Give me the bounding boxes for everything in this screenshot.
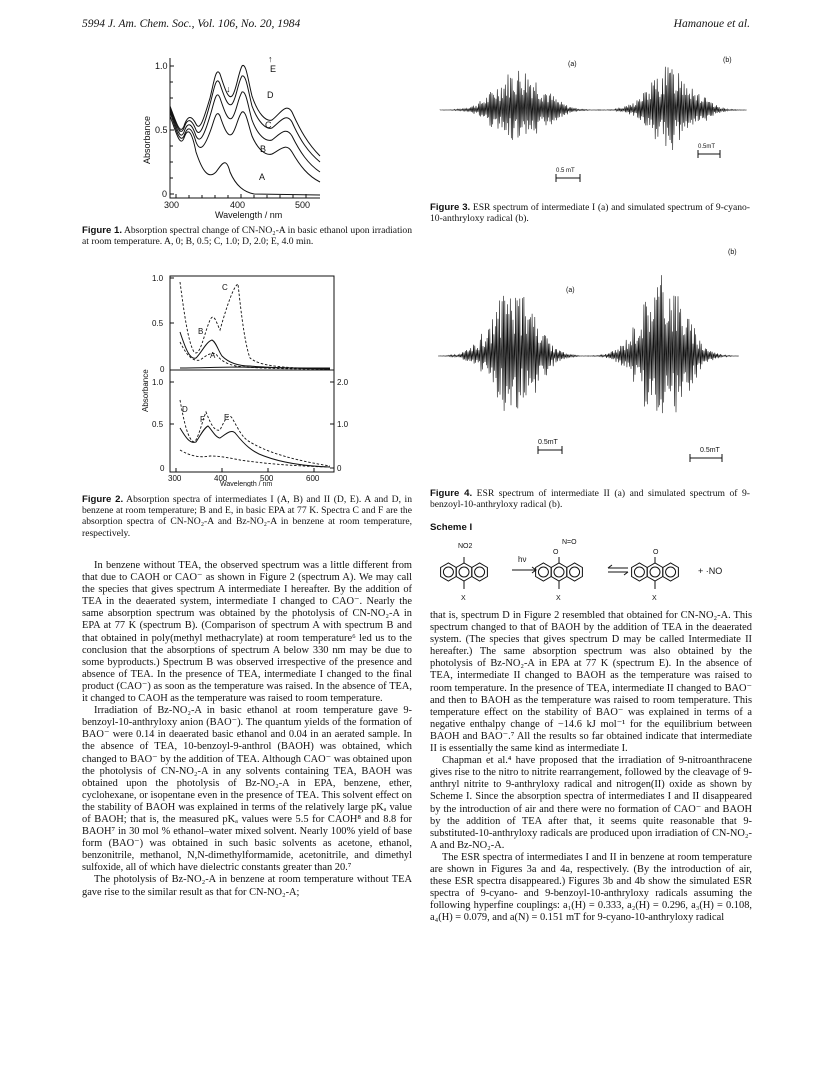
y-tick: 0 bbox=[160, 365, 165, 374]
figure-4-esr bbox=[428, 238, 750, 478]
substituent-x: X bbox=[556, 595, 561, 602]
left-column-body bbox=[82, 560, 412, 899]
nitrite-group: N=O bbox=[562, 539, 577, 546]
x-tick: 300 bbox=[164, 200, 180, 210]
caption-label: Figure 4. bbox=[430, 488, 473, 499]
curve-label-b: B bbox=[198, 327, 204, 336]
panel-label-a: (a) bbox=[566, 287, 575, 294]
y-tick: 1.0 bbox=[152, 378, 164, 387]
y-tick: 1.0 bbox=[155, 61, 168, 71]
panel-label-a: (a) bbox=[568, 61, 577, 68]
curve-label-d: D bbox=[182, 405, 188, 414]
y-tick: 0.5 bbox=[152, 420, 164, 429]
curve-label-e: E bbox=[224, 413, 230, 422]
y-tick: 0.5 bbox=[152, 319, 164, 328]
y-tick-right: 2.0 bbox=[337, 378, 349, 387]
curve-label-e: E bbox=[270, 64, 277, 74]
y-axis-label: Absorbance bbox=[142, 115, 152, 164]
scale-bar-label: 0.5mT bbox=[698, 144, 716, 150]
caption-text: Absorption spectral change of CN-NO₂-A in basic ethanol upon irradiation at room temperature. A, 0; B, 0.5; C, 1.0; D, 2.0; E, 4.0 min. bbox=[82, 225, 412, 248]
y-tick: 0 bbox=[160, 464, 165, 473]
figure-3-caption bbox=[430, 202, 750, 224]
paragraph: In benzene without TEA, the observed spectrum was a little different from that due to CAOH or CAO⁻ as shown in Figure 2 (spectrum A). We may call the species that gives spectrum A intermediate I hereafter. By the addition of TEA in the deaerated system, intermediate I changed to CAO⁻. Nearly the same absorption spectrum was obtained by the photolysis of CN-NO₂-A in EPA at 77 K (spectrum B). (Comparison of spectrum A with spectrum B and that obtained in poly(methyl methacrylate) at room temperature⁶ led us to the conclusion that the absorptions of spectrum A below 330 nm may be due to some byproducts.) Spectrum B was observed irrespective of the presence and absence of TEA. In the presence of TEA, intermediate I changed to the final product (CAO⁻) as soon as the temperature was raised. In the absence of TEA, it changed to CAOH as the temperature was raised to room temperature. bbox=[82, 560, 412, 705]
y-tick: 0 bbox=[162, 189, 168, 199]
x-tick: 300 bbox=[168, 474, 182, 483]
panel-label-b: (b) bbox=[723, 57, 732, 64]
curve-label-d: D bbox=[267, 90, 274, 100]
aromatic-ring bbox=[538, 567, 548, 577]
aromatic-ring bbox=[443, 567, 453, 577]
paragraph: Chapman et al.⁴ have proposed that the irradiation of 9-nitroanthracene gives rise to the nitro to nitrite rearrangement, followed by the cleavage of 9-anthryl nitrite to 9-anthryloxy radical and nitrogen(II) oxide as shown by Scheme I. Since the absorption spectra of intermediates I and II disappeared by the introduction of air and there were no formation of CAO⁻ and BAOH by the addition of TEA after that, it seems quite reasonable that 9-substituted-10-anthryloxy radicals are produced upon irradiation of CN-NO₂-A and Bz-NO₂-A. bbox=[430, 755, 752, 851]
paragraph: Irradiation of Bz-NO₂-A in basic ethanol at room temperature gave 9-benzoyl-10-anthryloxy anion (BAO⁻). The quantum yields of the formation of BAO⁻ were 0.14 in deaerated basic ethanol and 0.04 in an aerated sample. In the absence of TEA, 10-benzoyl-9-anthrol (BAOH) was obtained, which changed to BAO⁻ by the addition of TEA. Although CAO⁻ was obtained upon the photolysis of CN-NO₂-A in any solvents containing TEA, BAOH was obtained upon the photolysis of Bz-NO₂-A in EPA, benzene, ether, cyclohexane, or isopentane even in the presence of TEA. This solvent effect on the stability of BAOH was explained in terms of the relatively large pKₐ value of BAOH; that is, the measured pKₐ values were 5.5 for CAOH⁸ and 8.8 for BAOH⁷ in 30 mol % ethanol–water mixed solvent. Nearly 100% yield of base form (BAO⁻) was obtained in such basic solvents as acetone, ethanol, benzonitrile, methanol, N,N-dimethylformamide, acetonitrile, and dimethyl sulfoxide, all of which have dielectric constants greater than 20.⁷ bbox=[82, 705, 412, 874]
aromatic-ring bbox=[475, 567, 485, 577]
figure-1-caption bbox=[82, 225, 412, 247]
page-header bbox=[82, 18, 750, 36]
hv-label: hν bbox=[518, 555, 527, 564]
y-tick: 0.5 bbox=[155, 125, 168, 135]
substituent-x: X bbox=[652, 595, 657, 602]
scale-bar-label: 0.5mT bbox=[538, 439, 558, 446]
figure-2-plot bbox=[140, 272, 352, 487]
nitro-group: NO2 bbox=[458, 543, 473, 550]
aromatic-ring bbox=[570, 567, 580, 577]
caption-label: Figure 1. bbox=[82, 225, 123, 236]
curve-label-a: A bbox=[259, 172, 266, 182]
aromatic-ring bbox=[634, 567, 644, 577]
oxy-radical: O bbox=[653, 549, 659, 556]
aromatic-ring bbox=[666, 567, 676, 577]
caption-label: Figure 3. bbox=[430, 202, 471, 213]
aromatic-ring bbox=[650, 567, 660, 577]
aromatic-ring bbox=[554, 567, 564, 577]
figure-4-caption bbox=[430, 488, 750, 510]
curve-label-a: A bbox=[210, 351, 216, 360]
curve-label-b: B bbox=[260, 144, 267, 154]
scheme-title: Scheme I bbox=[430, 522, 473, 533]
curve-label-f: F bbox=[200, 415, 205, 424]
no-radical: + ·NO bbox=[698, 566, 723, 576]
paragraph: The ESR spectra of intermediates I and II in benzene at room temperature are shown in Figures 3a and 4a, respectively. (By the introduction of air, these ESR spectra disappeared.) Figures 3b and 4b show the simulated ESR spectra of 9-cyano- and 9-benzoyl-10-anthryloxy radicals assuming the following hyperfine couplings: a₁(H) = 0.333, a₂(H) = 0.296, a₃(H) = 0.108, a₄(H) = 0.079, and a(N) = 0.151 mT for 9-cyano-10-anthryloxy radical bbox=[430, 851, 752, 924]
running-author: Hamanoue et al. bbox=[673, 18, 750, 30]
svg-text:↓: ↓ bbox=[226, 84, 231, 94]
caption-text: Absorption spectra of intermediates I (A, B) and II (D, E). A and D, in benzene at room temperature; B and E, in basic EPA at 77 K. Spectra C and F are the absorption spectra of CN-NO₂-A and Bz-NO₂-A in benzene at room temperature, respectively. bbox=[82, 494, 412, 539]
caption-text: ESR spectrum of intermediate II (a) and simulated spectrum of 9-benzoyl-10-anthryloxy radical (b). bbox=[430, 488, 750, 511]
aromatic-ring bbox=[459, 567, 469, 577]
y-tick-right: 0 bbox=[337, 464, 342, 473]
nitrite-oxygen: O bbox=[553, 549, 559, 556]
figure-1-plot bbox=[140, 52, 340, 220]
paragraph: that is, spectrum D in Figure 2 resembled that obtained for CN-NO₂-A. This spectrum changed to that of BAOH by the addition of TEA in the deaerated system. (The species that gives spectrum D may be called Intermediate II hereafter.) The same absorption spectrum was also obtained by the photolysis of Bz-NO₂-A in EPA at 77 K (spectrum E). In the absence of TEA, intermediate II changed to BAOH as the temperature was raised to room temperature. In the presence of TEA, intermediate II changed to BAO⁻ and then to BAOH as the temperature was raised to room temperature. This temperature effect on the stability of BAO⁻ was explained in terms of a negative enthalpy change of −14.6 kJ mol⁻¹ for the equilibrium between BAOH and BAO⁻.⁷ All the results so far obtained indicate that intermediate II is essentially the same kind as intermediate I. bbox=[430, 610, 752, 755]
y-tick: 1.0 bbox=[152, 274, 164, 283]
x-tick: 500 bbox=[295, 200, 311, 210]
figure-2-caption bbox=[82, 494, 412, 539]
x-tick: 600 bbox=[306, 474, 320, 483]
x-tick: 400 bbox=[214, 474, 228, 483]
svg-text:↑: ↑ bbox=[268, 54, 273, 64]
curve-label-c: C bbox=[265, 120, 272, 130]
scale-bar-label: 0.5 mT bbox=[556, 168, 575, 174]
right-column-body bbox=[430, 610, 752, 924]
caption-text: ESR spectrum of intermediate I (a) and simulated spectrum of 9-cyano-10-anthryloxy radical (b). bbox=[430, 202, 751, 225]
svg-text:↑: ↑ bbox=[177, 126, 182, 136]
x-axis-label: Wavelength / nm bbox=[220, 481, 273, 487]
scale-bar-label: 0.5mT bbox=[700, 447, 720, 454]
curve-label-c: C bbox=[222, 283, 228, 292]
y-axis-label: Absorbance bbox=[141, 369, 150, 412]
x-axis-label: Wavelength / nm bbox=[215, 210, 283, 220]
substituent-x: X bbox=[461, 595, 466, 602]
paragraph: The photolysis of Bz-NO₂-A in benzene at room temperature without TEA gave rise to the similar result as that for CN-NO₂-A; bbox=[82, 874, 412, 898]
x-tick: 400 bbox=[230, 200, 246, 210]
panel-label-b: (b) bbox=[728, 249, 737, 256]
figure-3-esr bbox=[428, 48, 750, 198]
y-tick-right: 1.0 bbox=[337, 420, 349, 429]
journal-citation: 5994 J. Am. Chem. Soc., Vol. 106, No. 20, 1984 bbox=[82, 18, 301, 30]
scheme-1-reaction bbox=[436, 536, 746, 604]
caption-label: Figure 2. bbox=[82, 494, 124, 505]
x-tick: 500 bbox=[260, 474, 274, 483]
